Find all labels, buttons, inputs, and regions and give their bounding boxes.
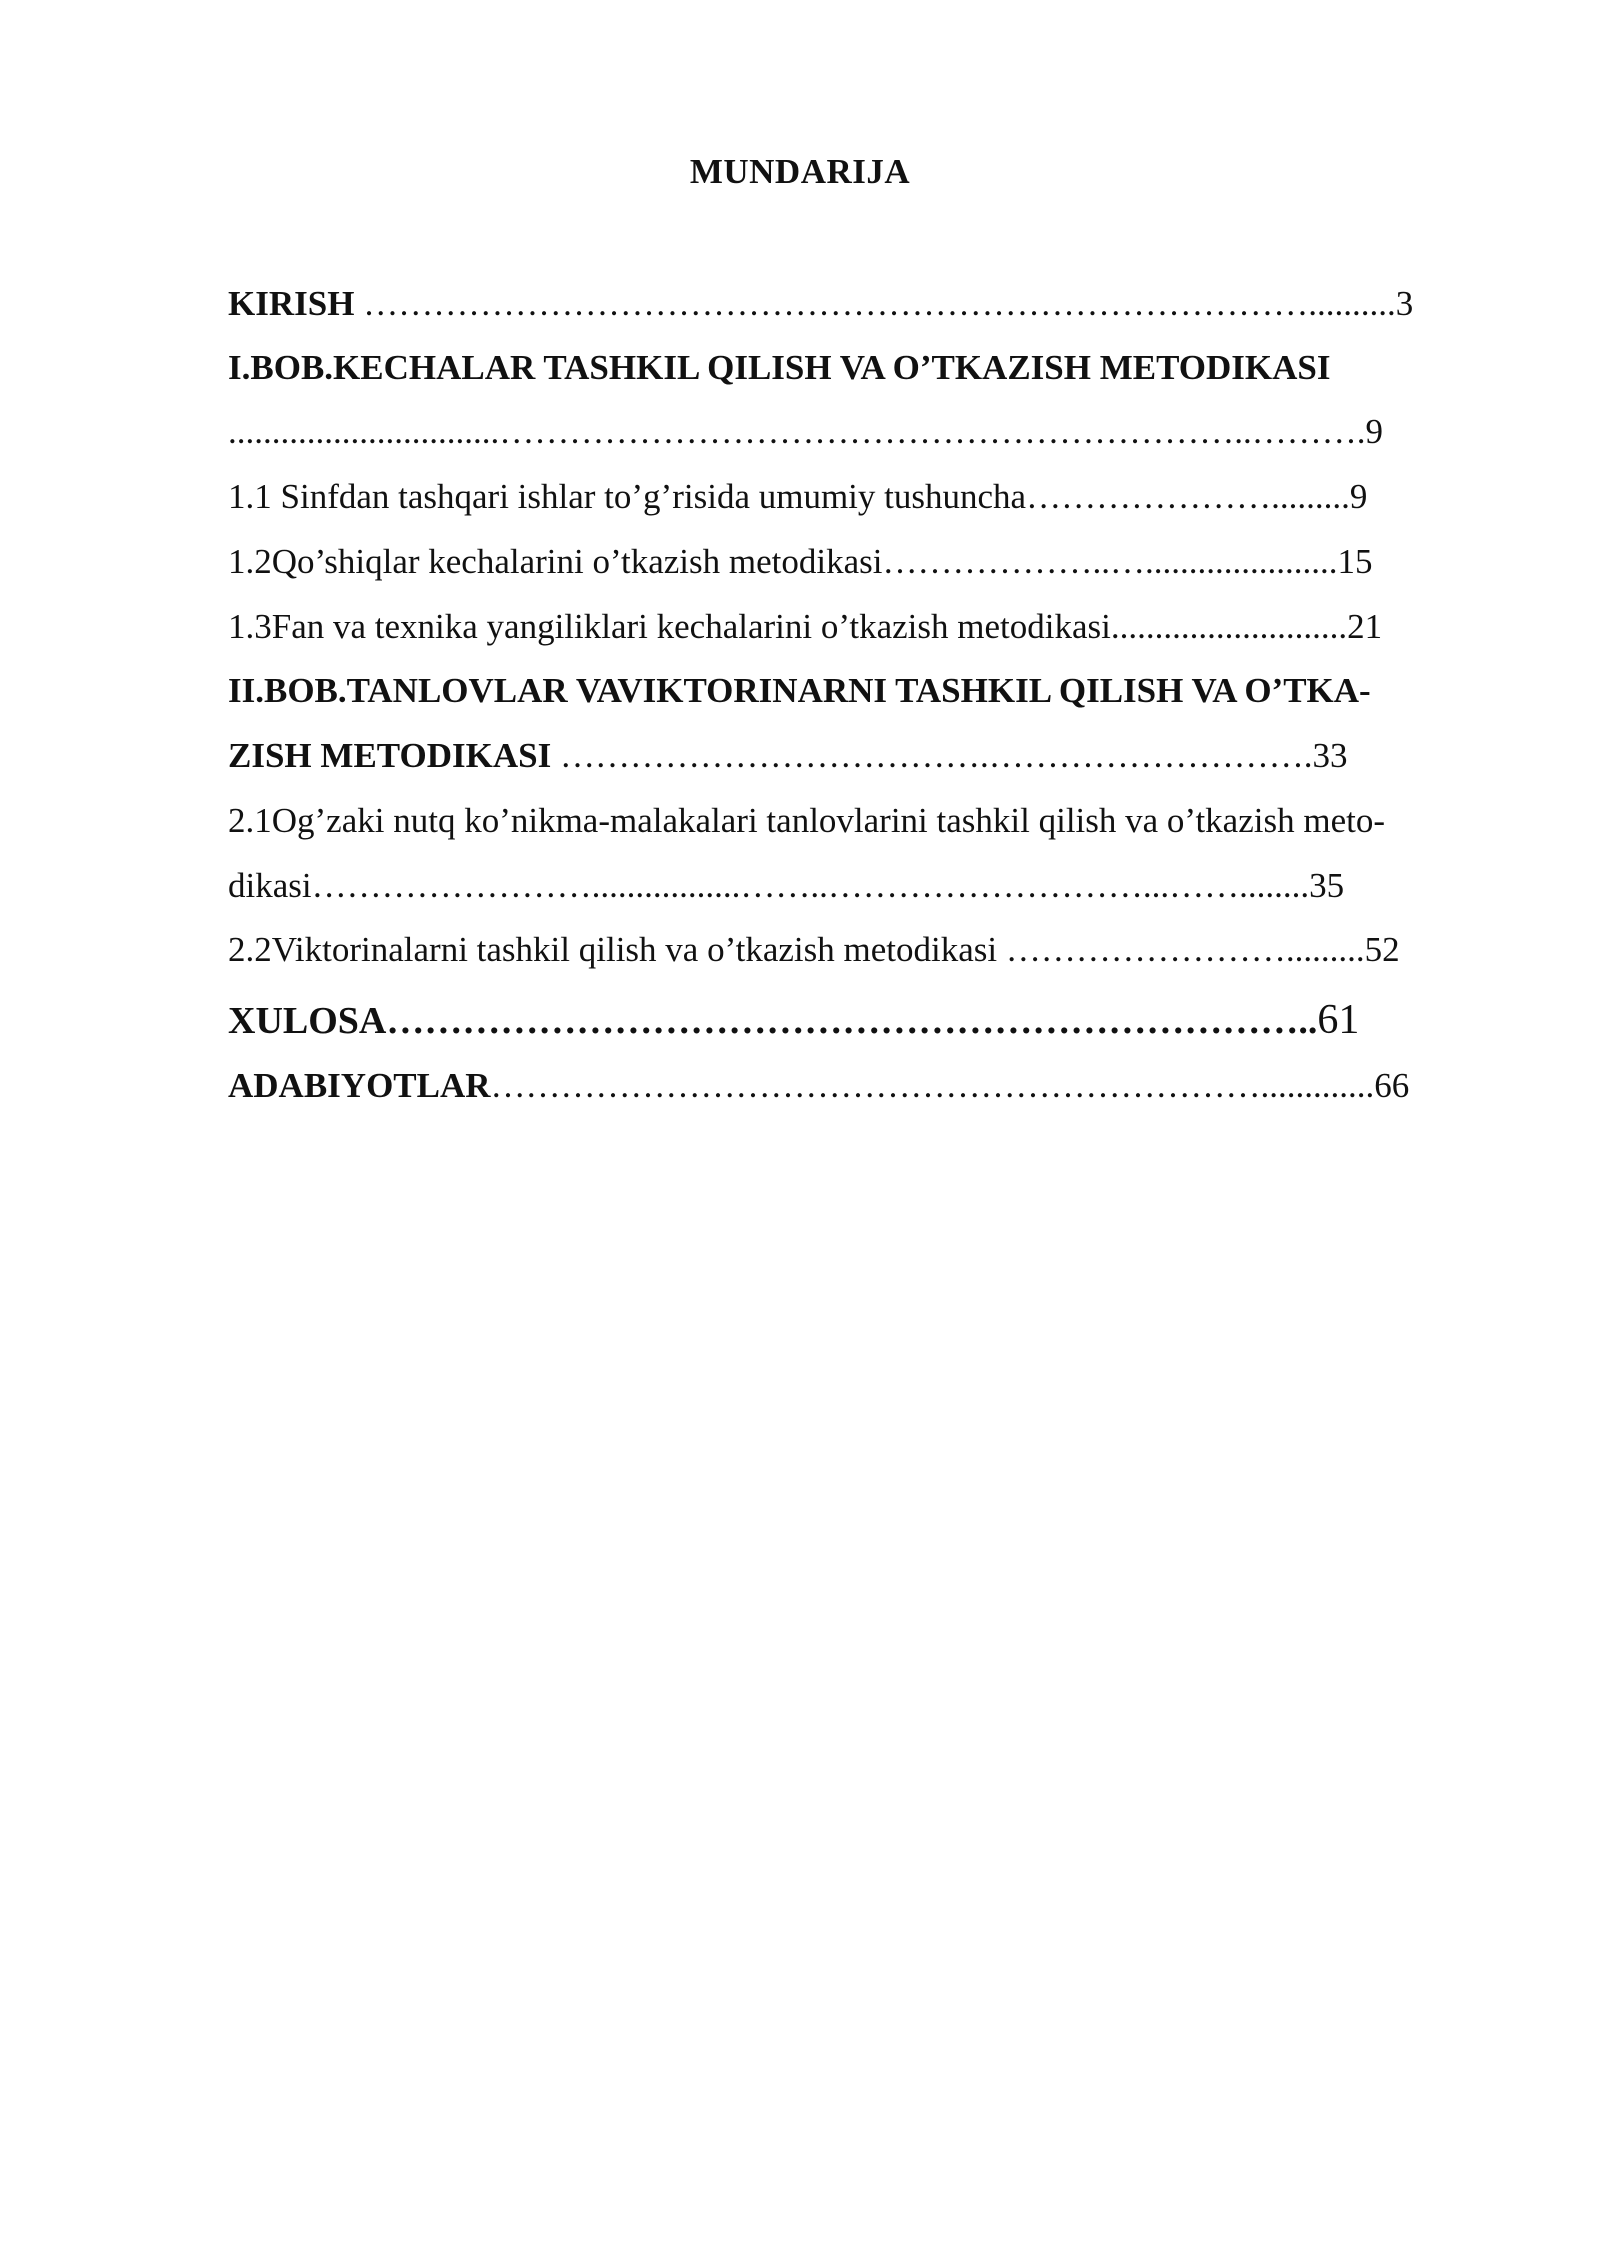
- toc-entry-leader: …………………….........: [1005, 930, 1365, 969]
- page-title: MUNDARIJA: [689, 152, 911, 191]
- toc-entry-text: XULOSA: [228, 1000, 387, 1042]
- toc-entry-text: ADABIYOTLAR: [228, 1066, 491, 1105]
- toc-entry-chapter-2-cont: [228, 734, 1347, 778]
- toc-entry-leader: …………………….................……..………………………...……........: [311, 866, 1310, 905]
- toc-entry-leader: ...............................………………………………………………………..……….: [228, 412, 1366, 451]
- toc-entry-leader: ……………………………….……………………….: [559, 736, 1313, 775]
- toc-entry-leader: ………………………………………………………………………..........: [363, 284, 1396, 323]
- toc-entry-page: 52: [1364, 930, 1400, 969]
- toc-entry-section-1-2: [228, 540, 1372, 584]
- toc-entry-text: 2.1Og’zaki nutq ko’nikma-malakalari tanlovlarini tashkil qilish va o’tkazish meto-: [228, 801, 1385, 840]
- toc-entry-leader: ………………….........: [1026, 477, 1350, 516]
- toc-entry-text: 1.1 Sinfdan tashqari ishlar to’g’risida umumiy tushuncha: [228, 477, 1027, 516]
- toc-entry-section-2-2: [228, 928, 1400, 972]
- toc-entry-page: 15: [1337, 542, 1373, 581]
- toc-entry-text: KIRISH: [228, 284, 364, 323]
- toc-entry-page: 35: [1309, 866, 1345, 905]
- toc-entry-leader: ………………..…......................: [882, 542, 1338, 581]
- toc-entry-text: 2.2Viktorinalarni tashkil qilish va o’tkazish metodikasi: [228, 930, 1006, 969]
- toc-entry-page: 9: [1365, 412, 1383, 451]
- toc-entry-kirish: [228, 282, 1413, 326]
- toc-entry-page: 3: [1395, 284, 1414, 323]
- toc-entry-text: 1.2Qo’shiqlar kechalarini o’tkazish metodikasi: [228, 542, 883, 581]
- toc-entry-text: dikasi: [228, 866, 312, 905]
- toc-entry-section-1-3: [228, 605, 1382, 649]
- toc-entry-page: 66: [1374, 1066, 1410, 1105]
- toc-entry-text: ZISH METODIKASI: [228, 736, 560, 775]
- toc-entry-leader: ...........................: [1110, 607, 1348, 646]
- toc-entry-page: 61: [1317, 997, 1360, 1043]
- toc-entry-leader: ………………………………………………………………..: [386, 1000, 1318, 1042]
- toc-entry-chapter-2: [228, 669, 1371, 713]
- toc-entry-xulosa: [228, 998, 1359, 1043]
- toc-entry-page: 33: [1312, 736, 1348, 775]
- toc-entry-chapter-1: [228, 346, 1331, 390]
- toc-entry-chapter-1-page: [228, 410, 1383, 454]
- toc-entry-page: 9: [1349, 477, 1368, 516]
- toc-entry-leader: ………………………………………………………….............: [490, 1066, 1375, 1105]
- toc-entry-adabiyotlar: [228, 1064, 1409, 1108]
- toc-entry-text: I.BOB.KECHALAR TASHKIL QILISH VA O’TKAZISH METODIKASI: [228, 348, 1331, 387]
- toc-entry-section-1-1: [228, 475, 1367, 519]
- toc-entry-section-2-1: [228, 799, 1385, 843]
- toc-entry-text: II.BOB.TANLOVLAR VAVIKTORINARNI TASHKIL QILISH VA O’TKA-: [228, 671, 1371, 710]
- toc-entry-page: 21: [1347, 607, 1383, 646]
- toc-entry-text: 1.3Fan va texnika yangiliklari kechalarini o’tkazish metodikasi: [228, 607, 1111, 646]
- toc-entry-section-2-1-cont: [228, 864, 1344, 908]
